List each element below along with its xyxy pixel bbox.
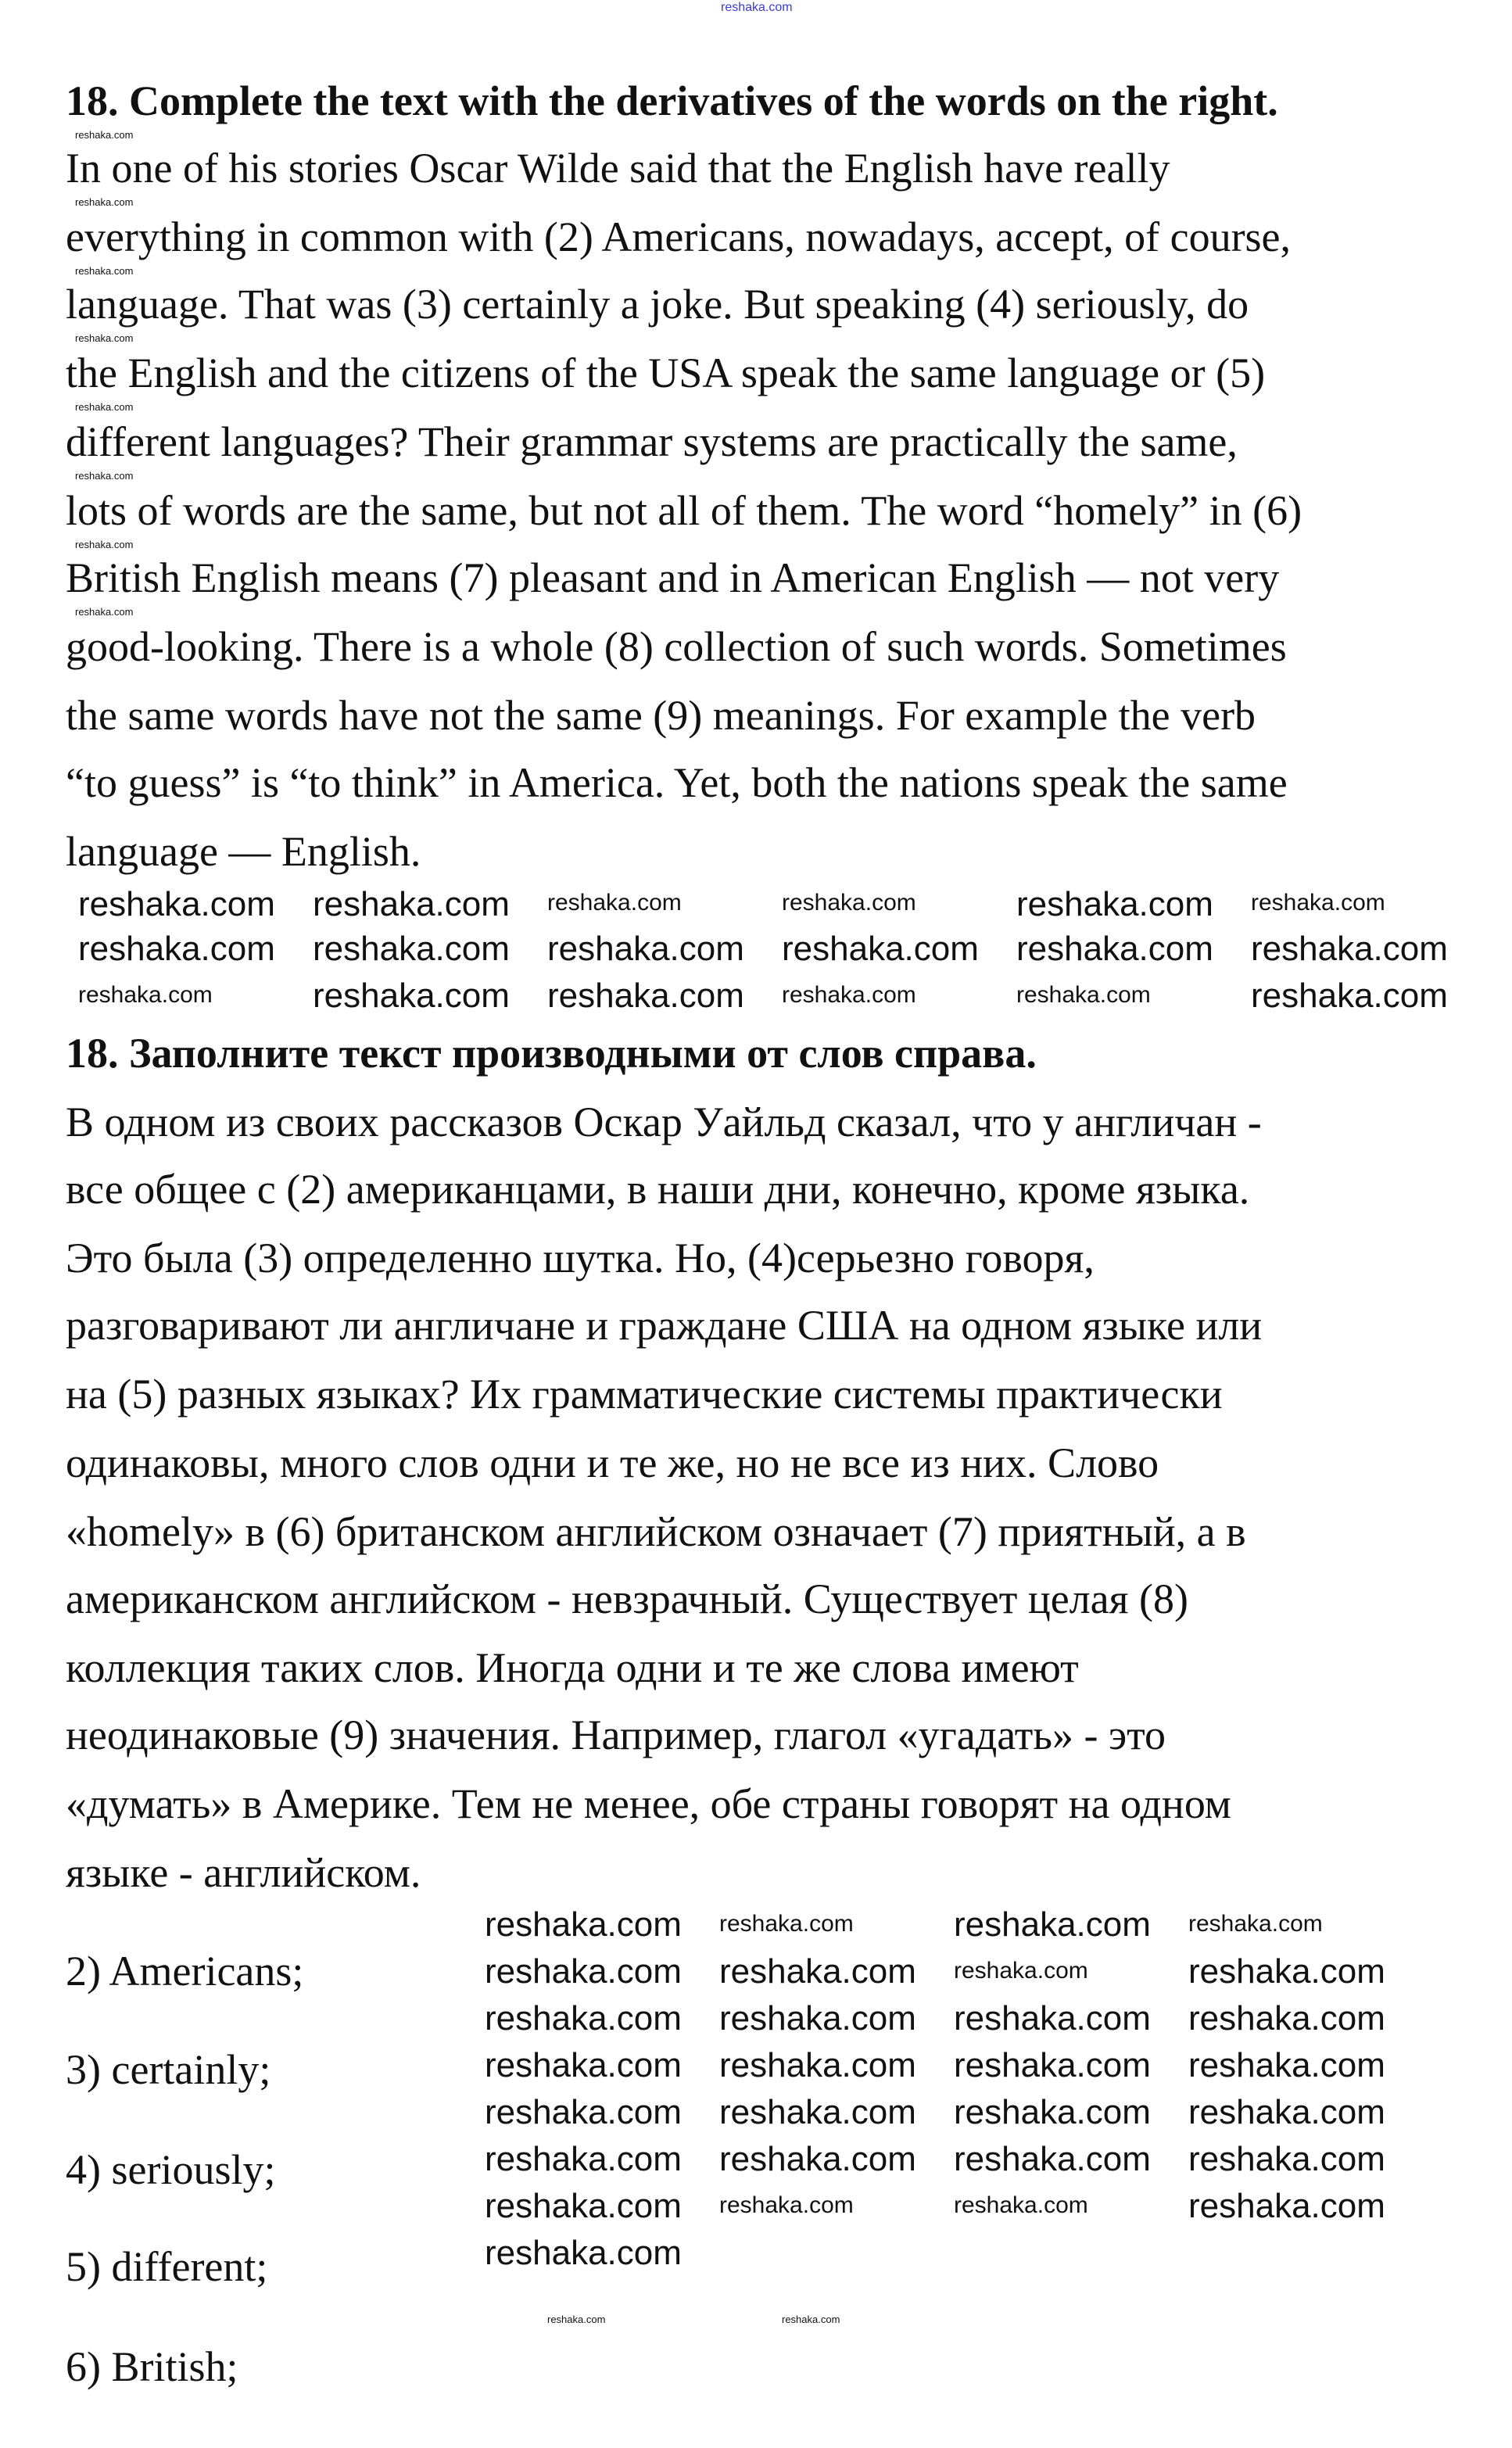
- watermark: reshaka.com: [547, 2314, 606, 2325]
- russian-line: «думать» в Америке. Тем не менее, обе страны говорят на одном: [66, 1780, 1231, 1827]
- answer-item: 3) certainly;: [66, 2046, 271, 2093]
- watermark: reshaka.com: [1251, 890, 1385, 916]
- watermark: reshaka.com: [954, 2093, 1151, 2131]
- watermark: reshaka.com: [719, 2093, 916, 2131]
- english-line: different languages? Their grammar systems are practically the same,: [66, 418, 1238, 465]
- russian-line: В одном из своих рассказов Оскар Уайльд сказал, что у англичан -: [66, 1099, 1262, 1145]
- watermark: reshaka.com: [75, 539, 134, 550]
- watermark: reshaka.com: [75, 332, 134, 344]
- watermark: reshaka.com: [954, 2046, 1151, 2084]
- english-line: language — English.: [66, 828, 421, 875]
- answer-item: 4) seriously;: [66, 2146, 276, 2193]
- english-line: the same words have not the same (9) meanings. For example the verb: [66, 692, 1256, 739]
- watermark: reshaka.com: [78, 982, 213, 1008]
- russian-line: неодинаковые (9) значения. Например, глагол «угадать» - это: [66, 1711, 1166, 1758]
- russian-line: разговаривают ли англичане и граждане США на одном языке или: [66, 1302, 1263, 1349]
- watermark: reshaka.com: [75, 470, 134, 482]
- english-line: “to guess” is “to think” in America. Yet, both the nations speak the same: [66, 759, 1288, 806]
- watermark: reshaka.com: [954, 1999, 1151, 2038]
- watermark: reshaka.com: [954, 1958, 1088, 1984]
- russian-line: все общее с (2) американцами, в наши дни, конечно, кроме языка.: [66, 1166, 1250, 1213]
- watermark: reshaka.com: [485, 2093, 682, 2131]
- watermark: reshaka.com: [719, 1911, 854, 1937]
- watermark: reshaka.com: [719, 2140, 916, 2178]
- watermark: reshaka.com: [547, 977, 744, 1015]
- watermark: reshaka.com: [75, 196, 134, 208]
- english-line: everything in common with (2) Americans, nowadays, accept, of course,: [66, 213, 1292, 260]
- watermark: reshaka.com: [313, 930, 510, 968]
- watermark: reshaka.com: [1188, 1999, 1385, 2038]
- watermark: reshaka.com: [485, 1952, 682, 1991]
- watermark: reshaka.com: [313, 885, 510, 923]
- watermark: reshaka.com: [1251, 930, 1448, 968]
- watermark: reshaka.com: [485, 1905, 682, 1944]
- watermark: reshaka.com: [954, 1905, 1151, 1944]
- watermark: reshaka.com: [78, 930, 275, 968]
- watermark: reshaka.com: [1188, 2046, 1385, 2084]
- english-line: language. That was (3) certainly a joke. But speaking (4) seriously, do: [66, 281, 1249, 328]
- watermark: reshaka.com: [719, 1999, 916, 2038]
- russian-line: «homely» в (6) британском английском означает (7) приятный, а в: [66, 1508, 1246, 1555]
- watermark: reshaka.com: [1188, 1911, 1323, 1937]
- russian-line: Это была (3) определенно шутка. Но, (4)серьезно говоря,: [66, 1235, 1095, 1281]
- watermark: reshaka.com: [547, 930, 744, 968]
- russian-line: коллекция таких слов. Иногда одни и те же слова имеют: [66, 1644, 1079, 1691]
- english-line: British English means (7) pleasant and in American English — not very: [66, 554, 1280, 601]
- watermark: reshaka.com: [313, 977, 510, 1015]
- watermark: reshaka.com: [1251, 977, 1448, 1015]
- watermark: reshaka.com: [1016, 885, 1213, 923]
- watermark: reshaka.com: [1188, 2140, 1385, 2178]
- watermark: reshaka.com: [1188, 1952, 1385, 1991]
- english-line: In one of his stories Oscar Wilde said that the English have really: [66, 145, 1170, 192]
- watermark: reshaka.com: [485, 2187, 682, 2225]
- english-line: good-looking. There is a whole (8) collection of such words. Sometimes: [66, 623, 1287, 670]
- watermark: reshaka.com: [782, 890, 916, 916]
- russian-line: на (5) разных языках? Их грамматические системы практически: [66, 1371, 1223, 1418]
- watermark: reshaka.com: [75, 606, 134, 618]
- watermark: reshaka.com: [954, 2192, 1088, 2218]
- watermark: reshaka.com: [782, 930, 979, 968]
- answer-item: 2) Americans;: [66, 1948, 304, 1995]
- watermark: reshaka.com: [78, 885, 275, 923]
- watermark: reshaka.com: [75, 129, 134, 141]
- watermark: reshaka.com: [75, 265, 134, 277]
- watermark: reshaka.com: [719, 2046, 916, 2084]
- english-line: lots of words are the same, but not all of them. The word “homely” in (6): [66, 487, 1302, 534]
- watermark: reshaka.com: [954, 2140, 1151, 2178]
- watermark: reshaka.com: [719, 2192, 854, 2218]
- site-watermark-top[interactable]: reshaka.com: [721, 1, 793, 14]
- watermark: reshaka.com: [782, 2314, 840, 2325]
- watermark: reshaka.com: [75, 401, 134, 413]
- russian-line: американском английском - невзрачный. Существует целая (8): [66, 1575, 1188, 1622]
- english-heading: 18. Complete the text with the derivatives of the words on the right.: [66, 77, 1278, 124]
- watermark: reshaka.com: [782, 982, 916, 1008]
- watermark: reshaka.com: [1016, 982, 1151, 1008]
- watermark: reshaka.com: [547, 890, 682, 916]
- russian-heading: 18. Заполните текст производными от слов справа.: [66, 1030, 1037, 1077]
- answer-item: 5) different;: [66, 2243, 268, 2290]
- watermark: reshaka.com: [1016, 930, 1213, 968]
- watermark: reshaka.com: [485, 2234, 682, 2272]
- watermark: reshaka.com: [485, 1999, 682, 2038]
- answer-item: 6) British;: [66, 2343, 238, 2390]
- watermark: reshaka.com: [719, 1952, 916, 1991]
- watermark: reshaka.com: [485, 2140, 682, 2178]
- russian-line: одинаковы, много слов одни и те же, но не все из них. Слово: [66, 1439, 1159, 1486]
- watermark: reshaka.com: [1188, 2187, 1385, 2225]
- watermark: reshaka.com: [485, 2046, 682, 2084]
- russian-line: языке - английском.: [66, 1849, 421, 1896]
- watermark: reshaka.com: [1188, 2093, 1385, 2131]
- english-line: the English and the citizens of the USA speak the same language or (5): [66, 349, 1266, 396]
